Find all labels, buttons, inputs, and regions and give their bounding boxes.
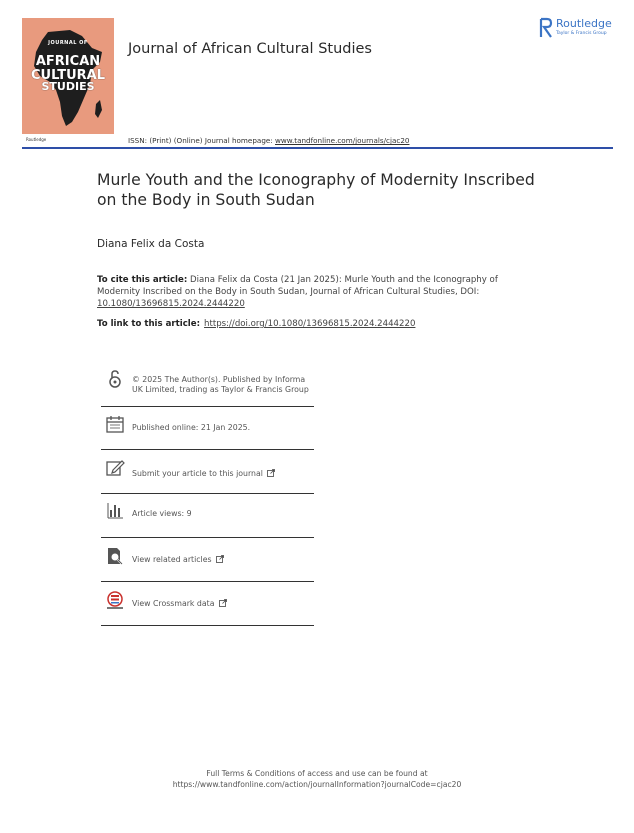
bar-chart-icon: [105, 500, 125, 520]
published-text: Published online: 21 Jan 2025.: [132, 423, 251, 432]
cover-title-line1: JOURNAL OF: [48, 40, 88, 46]
cover-title-line3: STUDIES: [41, 80, 95, 93]
external-link-icon: [216, 555, 224, 563]
related-label: [132, 555, 224, 565]
routledge-name: Routledge: [556, 17, 612, 30]
routledge-tagline: Taylor & Francis Group: [556, 31, 607, 36]
external-link-icon: [219, 599, 227, 607]
views-text: Article views: 9: [132, 509, 192, 518]
cover-publisher: Routledge: [26, 137, 47, 142]
doi-link[interactable]: 10.1080/13696815.2024.2444220: [97, 299, 245, 309]
article-title: Murle Youth and the Iconography of Modernity Inscribed on the Body in South Sudan: [97, 171, 535, 209]
views-row: [101, 494, 314, 538]
calendar-icon: [105, 414, 125, 434]
footer: [0, 768, 634, 790]
issn-text: ISSN: (Print) (Online) Journal homepage:: [128, 136, 276, 145]
cover-footer-bar: [22, 134, 114, 143]
issn-line: [128, 136, 409, 145]
crossmark-row[interactable]: [101, 582, 314, 626]
crossmark-label: [132, 599, 227, 609]
submit-text: Submit your article to this journal: [132, 469, 263, 478]
journal-cover: [22, 18, 114, 143]
license-text: © 2025 The Author(s). Published by Informa UK Limited, trading as Taylor & Francis Group: [132, 375, 309, 394]
open-access-icon: [105, 369, 125, 389]
cite-label: To cite this article:: [97, 275, 188, 285]
footer-terms-link[interactable]: https://www.tandfonline.com/action/journalInformation?journalCode=cjac20: [172, 780, 462, 789]
journal-title: Journal of African Cultural Studies: [128, 41, 372, 57]
license-row[interactable]: [101, 367, 314, 407]
article-url-link[interactable]: https://doi.org/10.1080/13696815.2024.2444220: [204, 319, 416, 329]
edit-icon: [105, 458, 125, 478]
routledge-r-icon: [539, 17, 553, 39]
link-label: To link to this article:: [97, 319, 201, 329]
submit-row[interactable]: [101, 450, 314, 494]
cite-text: Diana Felix da Costa (21 Jan 2025): Murle Youth and the Iconography of Modernity Inscribed on the Body in South Sudan, Journal of African Cultural Studies, DOI:: [97, 275, 498, 297]
article-link-row: [97, 319, 415, 329]
footer-terms-text: Full Terms & Conditions of access and use can be found at: [206, 769, 428, 778]
info-panel: [101, 367, 314, 626]
citation-block: [97, 274, 537, 310]
header-rule: [22, 147, 613, 149]
routledge-logo[interactable]: [539, 17, 619, 41]
journal-homepage-link[interactable]: www.tandfonline.com/journals/cjac20: [275, 136, 410, 145]
related-text: View related articles: [132, 555, 212, 564]
external-link-icon: [267, 469, 275, 477]
related-articles-icon: [105, 546, 125, 566]
related-row[interactable]: [101, 538, 314, 582]
crossmark-icon: [105, 590, 125, 610]
crossmark-text: View Crossmark data: [132, 599, 215, 608]
submit-label: [132, 469, 275, 479]
article-author: Diana Felix da Costa: [97, 238, 205, 250]
published-row: [101, 407, 314, 450]
cover-title-line2: AFRICAN CULTURAL: [30, 54, 105, 83]
